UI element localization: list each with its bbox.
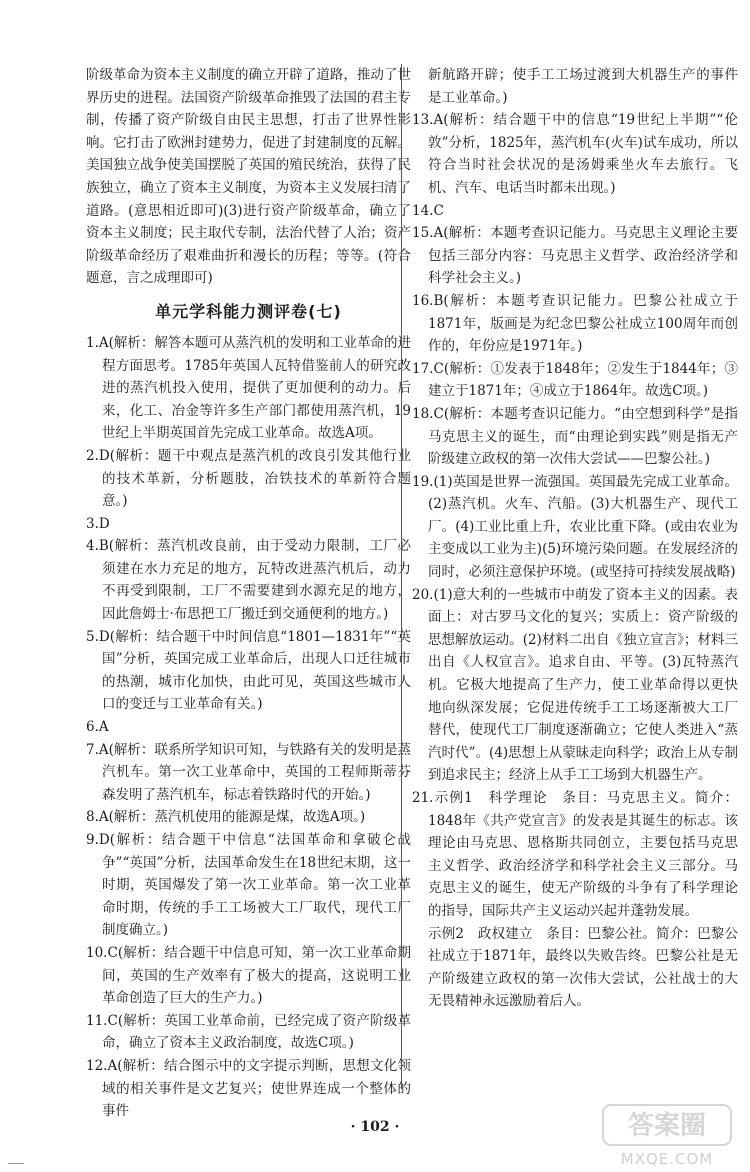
answer-text: D(解析：结合题干中信息“法国革命和拿破仑战争”“英国”分析，法国革命发生在18世纪末期，这一时期，英国爆发了第一次工业革命。第一次工业革命时期，传统的手工工场被大工厂取代，现代工厂制度确立。) — [98, 832, 411, 939]
column-divider — [401, 64, 402, 1089]
answer-number: 14. — [412, 202, 434, 219]
answer-number: 2. — [86, 447, 99, 464]
answer-item — [86, 716, 411, 739]
answer-item — [86, 1010, 411, 1055]
answer-item — [86, 739, 411, 807]
answer-text: 示例1 科学理论 条目：马克思主义。简介：1848年《共产党宣言》的发表是其诞生的标志。该理论由马克思、恩格斯共同创立，主要包括马克思主义哲学、政治经济学和科学社会主义三部分。马克思主义的诞生，使无产阶级的斗争有了科学理论的指导，国际共产主义运动兴起并蓬勃发展。 — [428, 790, 738, 919]
svg-text:答案圈: 答案圈 — [627, 1111, 707, 1141]
continuation-paragraph: 新航路开辟；使手工工场过渡到大机器生产的事件是工业革命。) — [428, 67, 738, 106]
answer-number: 19. — [412, 473, 434, 490]
answer-item — [412, 200, 738, 223]
answer-number: 4. — [86, 538, 99, 555]
answer-item — [86, 535, 411, 625]
answer-text: A(解析：联系所学知识可知，与铁路有关的发明是蒸汽机车。第一次工业革命中，英国的工程师斯蒂芬森发明了蒸汽机车，标志着铁路时代的开始。) — [98, 741, 411, 803]
answer-text: A(解析：解答本题可从蒸汽机的发明和工业革命的进程方面思考。1785年英国人瓦特借鉴前人的研究改进的蒸汽机投入使用，提供了更加便利的动力。后来，化工、冶金等许多生产部门都使用蒸汽机，19世纪上半期英国首先完成工业革命。故选A项。 — [98, 334, 411, 442]
answer-item — [86, 513, 411, 536]
answer-number: 20. — [412, 586, 434, 603]
answer-text: (1)意大利的一些城市中萌发了资本主义的因素。表面上：对古罗马文化的复兴；实质上：资产阶级的思想解放运动。(2)材料二出自《独立宣言》；材料三出自《人权宣言》。追求自由、平等。(3)瓦特蒸汽机。它极大地提高了生产力，使工业革命得以更快地向纵深发展；它促进传统手工工场逐渐被大工厂替代，使现代工厂制度逐渐确立；它使人类进入“蒸汽时代”。(4)思想上从蒙昧走向科学；政治上从专制到追求民主；经济上从手工工场到大机器生产。 — [428, 586, 738, 784]
answer-item — [86, 829, 411, 942]
answer-number: 18. — [412, 405, 434, 422]
answer-item — [412, 403, 738, 471]
answer-text: B(解析：本题考查识记能力。巴黎公社成立于1871年，版画是为纪念巴黎公社成立100周年而创作的，年份应是1971年。) — [428, 292, 738, 355]
answer-item — [412, 109, 738, 199]
answer-number: 5. — [86, 628, 99, 645]
answer-text: C(解析：结合题干中信息可知，第一次工业革命期间，英国的生产效率有了极大的提高，这说明工业革命创造了巨大的生产力。) — [102, 944, 411, 1007]
answer-item — [86, 445, 411, 513]
answer-item — [86, 626, 411, 716]
answer-item — [86, 332, 411, 445]
answer-text: A(解析：结合图示中的文字提示判断，思想文化领域的相关事件是文艺复兴；使世界连成一个整体的事件 — [102, 1057, 411, 1120]
answer-text: A — [98, 719, 109, 736]
answer-item — [412, 584, 738, 787]
answer-text: (1)英国是世界一流强国。英国最先完成工业革命。(2)蒸汽机。火车、汽船。(3)大机器生产、现代工厂。(4)工业比重上升，农业比重下降。(或由农业为主变成以工业为主)(5)环境污染问题。在发展经济的同时，必须注意保护环境。(或坚持可持续发展战略) — [428, 473, 738, 581]
answer-number: 1. — [86, 334, 99, 351]
answer-item — [412, 290, 738, 358]
answer-text: C(解析：英国工业革命前，已经完成了资产阶级革命，确立了资本主义政治制度，故选C项。) — [102, 1012, 411, 1052]
answer-number: 11. — [86, 1012, 108, 1029]
right-answer-list — [412, 109, 738, 922]
answer-item — [86, 806, 411, 829]
unit-title: 单元学科能力测评卷(七) — [155, 301, 342, 321]
answer-number: 17. — [412, 360, 434, 377]
answer-item — [86, 1055, 411, 1123]
answer-text: C(解析：本题考查识记能力。“由空想到科学”是指马克思主义的诞生，而“由理论到实践”则是指无产阶级建立政权的第一次伟大尝试——巴黎公社。) — [428, 405, 738, 468]
intro-paragraph: 阶级革命为资本主义制度的确立开辟了道路，推动了世界历史的进程。法国资产阶级革命推毁了法国的君主专制，传播了资产阶级自由民主思想，打击了世界性影响。它打击了欧洲封建势力，促进了封建制度的瓦解。美国独立战争使美国摆脱了英国的殖民统治，获得了民族独立，确立了资本主义制度，为资本主义发展扫清了道路。(意思相近即可)(3)进行资产阶级革命，确立了资本主义制度；民主取代专制，法治代替了人治；资产阶级革命经历了艰难曲折和漫长的历程；等等。(符合题意，言之成理即可) — [86, 67, 411, 287]
example-2-paragraph: 示例2 政权建立 条目：巴黎公社。简介：巴黎公社成立于1871年，最终以失败告终。巴黎公社是无产阶级建立政权的第一次伟大尝试，公社战士的大无畏精神永远激励着后人。 — [428, 925, 738, 1010]
answer-text: D(解析：题干中观点是蒸汽机的改良引发其他行业的技术革新，分析题肢，冶铁技术的革新符合题意。) — [98, 447, 411, 510]
answer-number: 3. — [86, 515, 99, 532]
answer-item — [412, 222, 738, 290]
page-number: · 102 · — [350, 1119, 400, 1135]
answer-item — [412, 358, 738, 403]
answer-item — [86, 942, 411, 1010]
answer-text: D(解析：结合题干中时间信息“1801—1831年”“英国”分析，英国完成工业革命后，出现人口迁往城市的热潮，城市化加快，由此可见，英国这些城市人口的变迁与工业革命有关。) — [98, 628, 411, 713]
left-answer-list — [86, 332, 411, 1123]
answer-number: 12. — [86, 1057, 108, 1074]
left-column — [86, 64, 411, 1123]
answer-number: 21. — [412, 790, 434, 806]
watermark-logo — [602, 1104, 732, 1146]
answer-item — [412, 787, 738, 923]
right-column — [412, 64, 738, 1013]
watermark-url: MXQE.COM — [620, 1150, 714, 1168]
answer-text: C — [433, 202, 444, 219]
answer-number: 16. — [412, 292, 434, 309]
answer-text: A(解析：蒸汽机使用的能源是煤，故选A项。) — [98, 809, 366, 826]
answer-text: A(解析：结合题干中的信息“19世纪上半期”“伦敦”分析，1825年，蒸汽机车(火车)试车成功，所以符合当时社会状况的是汤姆乘坐火车去旅行。飞机、汽车、电话当时都未出现。) — [428, 112, 738, 196]
answer-number: 7. — [86, 741, 99, 758]
answer-text: C(解析：①发表于1848年；②发生于1844年；③建立于1871年；④成立于1864年。故选C项。) — [428, 360, 738, 400]
answer-text: B(解析：蒸汽机改良前，由于受动力限制，工厂必须建在水力充足的地方，瓦特改进蒸汽机后，动力不再受到限制，工厂不需要建到水源充足的地方，因此詹姆士·布思把工厂搬迁到交通便利的地方。) — [98, 538, 411, 623]
answer-text: A(解析：本题考查识记能力。马克思主义理论主要包括三部分内容：马克思主义哲学、政治经济学和科学社会主义。) — [428, 225, 738, 287]
answer-number: 6. — [86, 719, 99, 736]
answer-number: 15. — [412, 225, 434, 242]
answer-item — [412, 471, 738, 584]
answer-text: D — [98, 515, 110, 532]
answer-number: 9. — [86, 832, 99, 848]
answer-number: 13. — [412, 112, 434, 129]
watermark — [592, 1104, 742, 1168]
corner-mark — [8, 1163, 24, 1164]
answer-number: 8. — [86, 809, 99, 826]
answer-number: 10. — [86, 944, 108, 961]
